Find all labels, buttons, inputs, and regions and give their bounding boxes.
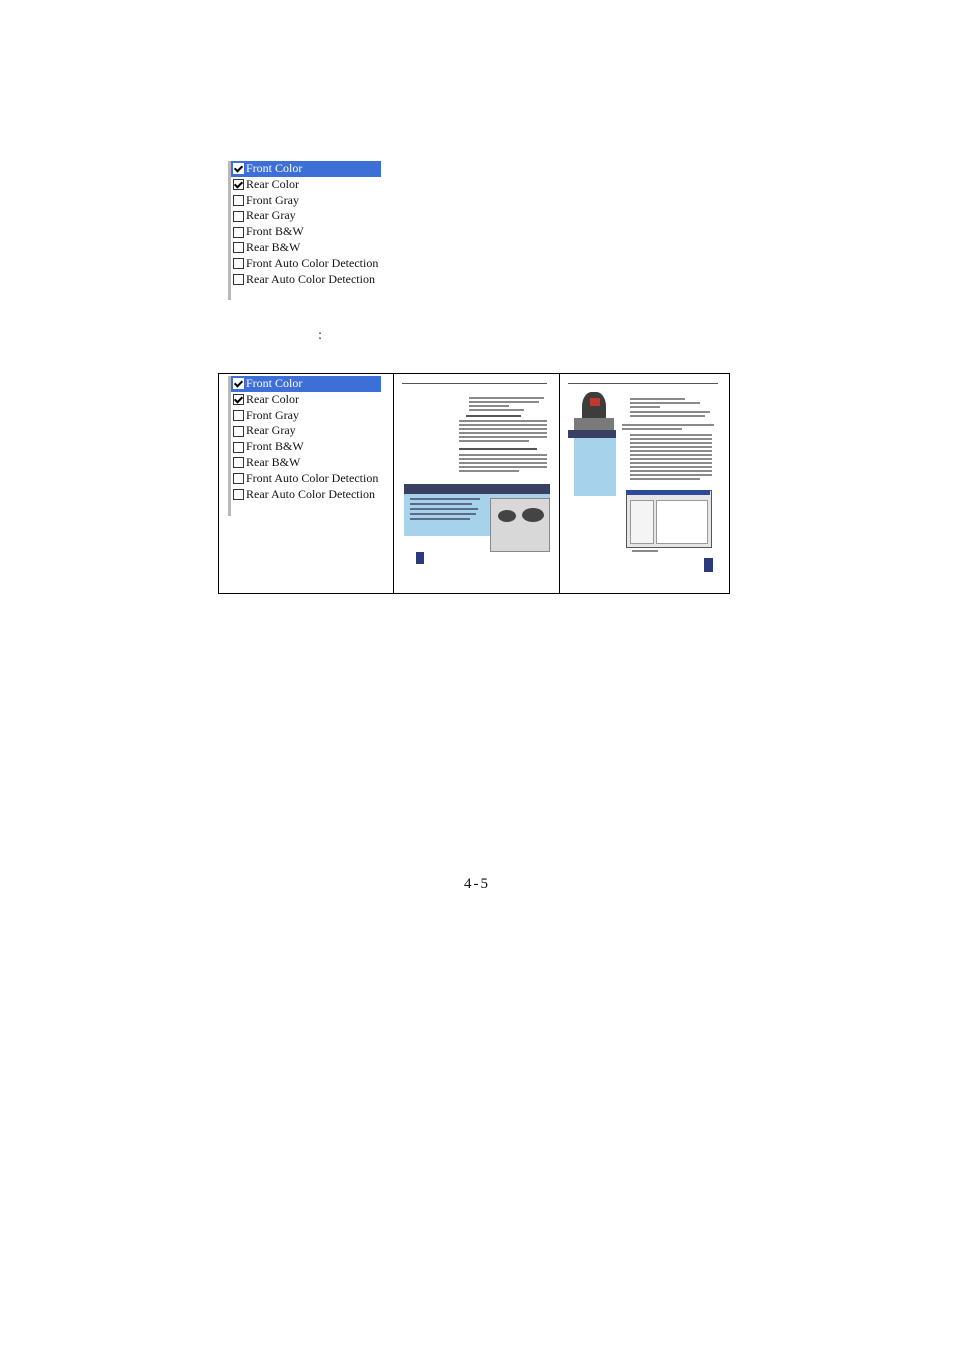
color-option-list[interactable]: [228, 161, 381, 300]
option-label: Front Color: [246, 376, 303, 390]
option-label: Front Auto Color Detection: [246, 470, 379, 485]
option-label: Front Auto Color Detection: [246, 255, 379, 270]
checkbox-unchecked-icon[interactable]: [233, 489, 244, 500]
checkbox-unchecked-icon[interactable]: [233, 258, 244, 269]
option-rear-bandw[interactable]: [231, 240, 381, 256]
option-front-color[interactable]: [231, 161, 381, 177]
checkbox-unchecked-icon[interactable]: [233, 442, 244, 453]
checkbox-unchecked-icon[interactable]: [233, 242, 244, 253]
option-front-color[interactable]: [231, 376, 381, 392]
option-rear-color[interactable]: [231, 392, 381, 408]
option-rear-gray[interactable]: [231, 423, 381, 439]
option-label: Rear Color: [246, 176, 299, 191]
page-number: 4-5: [464, 876, 490, 892]
option-label: Rear B&W: [246, 239, 301, 254]
checkbox-checked-icon[interactable]: [233, 394, 244, 405]
option-rear-gray[interactable]: [231, 208, 381, 224]
option-front-auto-color-detection[interactable]: [231, 471, 381, 487]
comparison-table: [218, 373, 730, 594]
checkbox-unchecked-icon[interactable]: [233, 473, 244, 484]
option-rear-color[interactable]: [231, 177, 381, 193]
option-front-gray[interactable]: [231, 193, 381, 209]
option-label: Rear Auto Color Detection: [246, 486, 375, 501]
rear-page-image: [560, 374, 729, 593]
checkbox-checked-icon[interactable]: [233, 163, 244, 174]
checkbox-unchecked-icon[interactable]: [233, 211, 244, 222]
checkbox-unchecked-icon[interactable]: [233, 410, 244, 421]
option-label: Rear B&W: [246, 454, 301, 469]
option-rear-bandw[interactable]: [231, 455, 381, 471]
checkbox-unchecked-icon[interactable]: [233, 274, 244, 285]
option-front-bandw[interactable]: [231, 439, 381, 455]
option-front-bandw[interactable]: [231, 224, 381, 240]
checkbox-unchecked-icon[interactable]: [233, 195, 244, 206]
option-label: Rear Gray: [246, 423, 296, 438]
colon-text: :: [318, 328, 323, 342]
front-page-image: [394, 374, 559, 593]
table-cell-front-page: [393, 374, 559, 593]
option-label: Rear Gray: [246, 208, 296, 223]
option-label: Rear Color: [246, 391, 299, 406]
option-rear-auto-color-detection[interactable]: [231, 487, 381, 503]
checkbox-unchecked-icon[interactable]: [233, 227, 244, 238]
option-label: Front Gray: [246, 407, 299, 422]
option-front-gray[interactable]: [231, 408, 381, 424]
option-label: Rear Auto Color Detection: [246, 271, 375, 286]
checkbox-checked-icon[interactable]: [233, 179, 244, 190]
option-label: Front Gray: [246, 192, 299, 207]
table-cell-rear-page: [559, 374, 729, 593]
checkbox-checked-icon[interactable]: [233, 378, 244, 389]
option-rear-auto-color-detection[interactable]: [231, 272, 381, 288]
color-option-list-in-table[interactable]: [228, 376, 381, 516]
option-front-auto-color-detection[interactable]: [231, 256, 381, 272]
option-label: Front Color: [246, 161, 303, 175]
table-cell-options: [219, 374, 393, 593]
option-label: Front B&W: [246, 439, 304, 454]
option-label: Front B&W: [246, 224, 304, 239]
checkbox-unchecked-icon[interactable]: [233, 426, 244, 437]
checkbox-unchecked-icon[interactable]: [233, 457, 244, 468]
